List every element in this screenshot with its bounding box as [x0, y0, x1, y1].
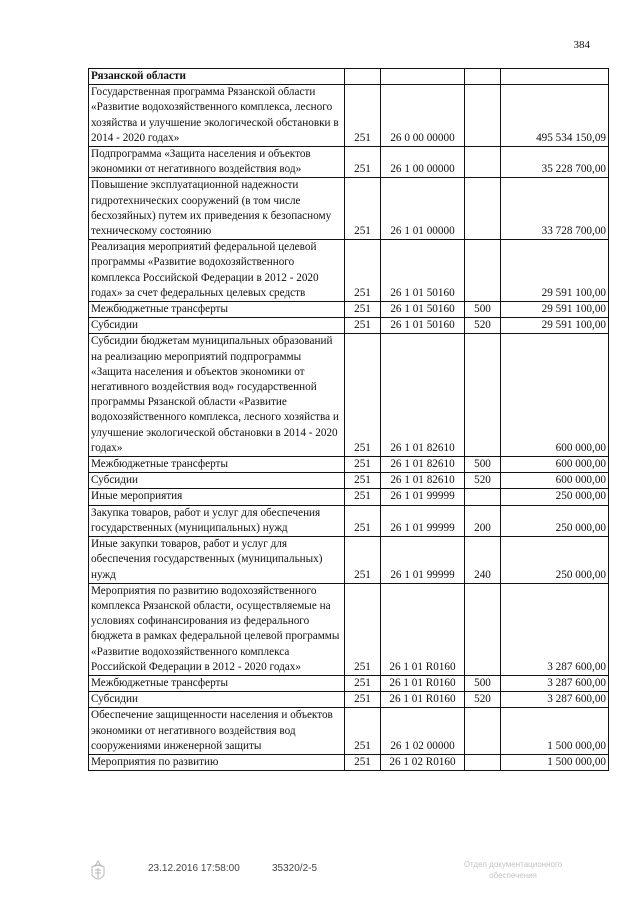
row-name: Субсидии — [89, 318, 345, 334]
table-row — [89, 708, 609, 755]
budget-table — [88, 68, 609, 771]
row-amount: 1 500 000,00 — [501, 708, 609, 755]
row-amount: 600 000,00 — [501, 334, 609, 457]
row-ministry-code: 251 — [345, 754, 381, 770]
row-amount: 3 287 600,00 — [501, 675, 609, 691]
row-name: Рязанской области — [89, 69, 345, 85]
row-ministry-code: 251 — [345, 457, 381, 473]
row-amount: 250 000,00 — [501, 489, 609, 505]
row-ministry-code — [345, 69, 381, 85]
footer-date: 23.12.2016 17:58:00 — [148, 863, 240, 874]
row-name: Межбюджетные трансферты — [89, 457, 345, 473]
row-ministry-code: 251 — [345, 473, 381, 489]
row-amount: 1 500 000,00 — [501, 754, 609, 770]
row-target-article: 26 1 01 50160 — [381, 240, 465, 302]
row-target-article: 26 1 01 82610 — [381, 473, 465, 489]
row-target-article: 26 1 01 82610 — [381, 457, 465, 473]
row-amount: 495 534 150,09 — [501, 85, 609, 147]
row-expense-type — [465, 178, 501, 240]
row-expense-type: 500 — [465, 675, 501, 691]
row-name: Субсидии — [89, 692, 345, 708]
table-row — [89, 147, 609, 178]
row-amount: 29 591 100,00 — [501, 302, 609, 318]
row-name: Иные закупки товаров, работ и услуг для обеспечения государственных (муниципальных) нужд — [89, 537, 345, 584]
table-row — [89, 537, 609, 584]
row-name: Межбюджетные трансферты — [89, 675, 345, 691]
table-row — [89, 318, 609, 334]
row-ministry-code: 251 — [345, 318, 381, 334]
table-row — [89, 178, 609, 240]
row-name: Реализация мероприятий федеральной целевой программы «Развитие водохозяйственного комплекса Российской Федерации в 2012 - 2020 годах» за счет федеральных целевых средств — [89, 240, 345, 302]
row-target-article: 26 1 00 00000 — [381, 147, 465, 178]
row-ministry-code: 251 — [345, 537, 381, 584]
table-row — [89, 489, 609, 505]
row-amount: 35 228 700,00 — [501, 147, 609, 178]
row-expense-type: 500 — [465, 457, 501, 473]
row-name: Мероприятия по развитию водохозяйственного комплекса Рязанской области, осуществляемые на условиях софинансирования из федерального бюджета в рамках федеральной целевой программы «Развитие водохозяйственного комплекса Российской Федерации в 2012 - 2020 годах» — [89, 583, 345, 675]
row-expense-type — [465, 85, 501, 147]
row-expense-type: 200 — [465, 505, 501, 536]
row-name: Межбюджетные трансферты — [89, 302, 345, 318]
row-amount: 3 287 600,00 — [501, 692, 609, 708]
row-target-article: 26 1 02 00000 — [381, 708, 465, 755]
table-row — [89, 457, 609, 473]
row-amount: 250 000,00 — [501, 505, 609, 536]
row-target-article: 26 1 01 99999 — [381, 489, 465, 505]
row-target-article: 26 1 01 99999 — [381, 505, 465, 536]
registration-stamp: Отдел документационного обеспечения — [463, 860, 563, 880]
row-amount: 29 591 100,00 — [501, 318, 609, 334]
row-target-article: 26 1 01 82610 — [381, 334, 465, 457]
row-target-article — [381, 69, 465, 85]
row-ministry-code: 251 — [345, 302, 381, 318]
row-target-article: 26 1 01 99999 — [381, 537, 465, 584]
row-expense-type: 520 — [465, 473, 501, 489]
row-expense-type — [465, 334, 501, 457]
row-amount: 33 728 700,00 — [501, 178, 609, 240]
row-expense-type — [465, 147, 501, 178]
row-expense-type — [465, 240, 501, 302]
row-ministry-code: 251 — [345, 147, 381, 178]
table-row — [89, 85, 609, 147]
row-expense-type — [465, 489, 501, 505]
table-row — [89, 302, 609, 318]
row-ministry-code: 251 — [345, 708, 381, 755]
table-row — [89, 69, 609, 85]
row-name: Субсидии бюджетам муниципальных образований на реализацию мероприятий подпрограммы «Защита населения и объектов экономики от негативного воздействия вод» государственной программы Рязанской области «Развитие водохозяйственного комплекса, лесного хозяйства и улучшение экологической обстановки в 2014 - 2020 годах» — [89, 334, 345, 457]
row-target-article: 26 1 01 50160 — [381, 302, 465, 318]
row-target-article: 26 1 01 R0160 — [381, 692, 465, 708]
table-row — [89, 240, 609, 302]
row-expense-type: 520 — [465, 692, 501, 708]
row-expense-type — [465, 708, 501, 755]
row-name: Государственная программа Рязанской области «Развитие водохозяйственного комплекса, лесного хозяйства и улучшение экологической обстановки в 2014 - 2020 годах» — [89, 85, 345, 147]
budget-table-body — [89, 69, 609, 771]
row-target-article: 26 1 01 00000 — [381, 178, 465, 240]
table-row — [89, 754, 609, 770]
row-amount: 3 287 600,00 — [501, 583, 609, 675]
row-expense-type: 240 — [465, 537, 501, 584]
row-name: Закупка товаров, работ и услуг для обеспечения государственных (муниципальных) нужд — [89, 505, 345, 536]
row-name: Иные мероприятия — [89, 489, 345, 505]
row-ministry-code: 251 — [345, 583, 381, 675]
row-ministry-code: 251 — [345, 505, 381, 536]
row-ministry-code: 251 — [345, 85, 381, 147]
row-ministry-code: 251 — [345, 675, 381, 691]
row-name: Субсидии — [89, 473, 345, 489]
row-target-article: 26 0 00 00000 — [381, 85, 465, 147]
page-number: 384 — [573, 39, 590, 51]
row-amount: 600 000,00 — [501, 457, 609, 473]
row-ministry-code: 251 — [345, 240, 381, 302]
row-target-article: 26 1 01 R0160 — [381, 675, 465, 691]
row-amount: 29 591 100,00 — [501, 240, 609, 302]
row-target-article: 26 1 01 50160 — [381, 318, 465, 334]
row-amount — [501, 69, 609, 85]
row-expense-type — [465, 583, 501, 675]
row-amount: 250 000,00 — [501, 537, 609, 584]
table-row — [89, 675, 609, 691]
row-target-article: 26 1 02 R0160 — [381, 754, 465, 770]
row-expense-type: 520 — [465, 318, 501, 334]
row-expense-type — [465, 69, 501, 85]
table-row — [89, 334, 609, 457]
table-row — [89, 583, 609, 675]
row-ministry-code: 251 — [345, 692, 381, 708]
table-row — [89, 473, 609, 489]
row-ministry-code: 251 — [345, 334, 381, 457]
emblem-icon — [88, 859, 108, 885]
row-amount: 600 000,00 — [501, 473, 609, 489]
row-expense-type — [465, 754, 501, 770]
row-ministry-code: 251 — [345, 489, 381, 505]
footer-document-number: 35320/2-5 — [272, 863, 318, 874]
row-name: Мероприятия по развитию — [89, 754, 345, 770]
row-name: Повышение эксплуатационной надежности гидротехнических сооружений (в том числе бесхозяйных) путем их приведения к безопасному техническому состоянию — [89, 178, 345, 240]
table-row — [89, 505, 609, 536]
row-target-article: 26 1 01 R0160 — [381, 583, 465, 675]
row-name: Обеспечение защищенности населения и объектов экономики от негативного воздействия вод сооружениями инженерной защиты — [89, 708, 345, 755]
row-name: Подпрограмма «Защита населения и объектов экономики от негативного воздействия вод» — [89, 147, 345, 178]
row-ministry-code: 251 — [345, 178, 381, 240]
page-footer — [0, 859, 640, 899]
table-row — [89, 692, 609, 708]
row-expense-type: 500 — [465, 302, 501, 318]
